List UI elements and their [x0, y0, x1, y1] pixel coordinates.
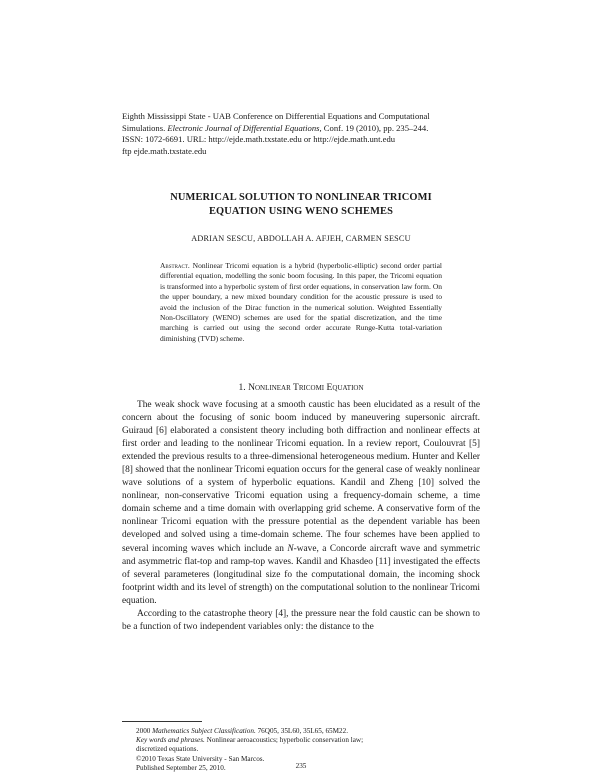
section-number: 1. [238, 382, 249, 393]
page-number: 235 [295, 762, 307, 770]
footnote-published: Published September 25, 2010. [136, 763, 226, 772]
title-line-1: NUMERICAL SOLUTION TO NONLINEAR TRICOMI [170, 192, 432, 203]
journal-name: Electronic Journal of Differential Equations [167, 122, 320, 133]
header-line-2-suffix: , Conf. 19 (2010), pp. 235–244. [319, 122, 429, 133]
paragraph-1-part-b: -wave, a Concorde aircraft wave and symmetric and asymmetric flat-top and ramp-top waves. Kandil and Khasdeo [11] investigated the effects of several parameteres (longitudinal size fo the computational domain, the incoming shock footprint width and its level of strength) on the computational solution to the nonlinear Tricomi equation. [122, 543, 480, 606]
footnote-keywords [136, 736, 480, 745]
header-line-1: Eighth Mississippi State - UAB Conference on Differential Equations and Computational [122, 111, 430, 121]
paragraph-1 [122, 399, 480, 608]
footnote-copyright: ©2010 Texas State University - San Marcos. [136, 754, 265, 763]
footnote-keywords-cont: discretized equations. [136, 745, 199, 754]
footnote-msc-year: 2000 [136, 727, 153, 735]
footnote-keywords-text: Nonlinear aeroacoustics; hyperbolic conservation law; [204, 736, 364, 745]
paragraph-1-n-symbol: N [287, 543, 294, 554]
abstract-text: Nonlinear Tricomi equation is a hybrid (hyperbolic-elliptic) second order partial differential equation, modelling the sonic boom focusing. In this paper, the Tricomi equation is transformed into a hyperbolic system of first order equations, in conservation law form. On the upper boundary, a new mixed boundary condition for the acoustic pressure is used to avoid the inclusion of the Dirac function in the numerical solution. Weighted Essentially Non-Oscillatory (WENO) schemes are used for the spatial discretization, and the time marching is carried out using the second order accurate Runge-Kutta total-variation diminishing (TVD) scheme. [160, 261, 442, 343]
footnote-msc-codes: 76Q05, 35L60, 35L65, 65M22. [255, 727, 349, 735]
footnote-keywords-label: Key words and phrases. [136, 736, 205, 745]
paper-title [122, 191, 480, 219]
body-text [122, 399, 480, 634]
title-line-2: EQUATION USING WENO SCHEMES [208, 206, 394, 217]
journal-header [122, 111, 482, 157]
footnote-msc [136, 727, 480, 736]
footnote-rule [122, 721, 202, 722]
section-title: Nonlinear Tricomi Equation [248, 382, 364, 393]
footnote-msc-label: Mathematics Subject Classification. [152, 727, 256, 735]
section-heading [122, 382, 480, 393]
paragraph-2: According to the catastrophe theory [4], the pressure near the fold caustic can be shown to be a function of two independent variables only: the distance to the [122, 608, 480, 632]
paragraph-1-part-a: The weak shock wave focusing at a smooth caustic has been elucidated as a result of the concern about the focusing of sonic boom induced by maneuvering supersonic aircraft. Guiraud [6] elaborated a consistent theory including both diffraction and nonlinear effects at first order and leading to the nonlinear Tricomi equation. In a review report, Coulouvrat [5] extended the previous results to a three-dimensional heterogeneous medium. Hunter and Keller [8] showed that the nonlinear Tricomi equation occurs for the general case of weakly nonlinear wave solutions of a system of hyperbolic equations. Kandil and Zheng [10] solved the nonlinear, non-conservative Tricomi equation using a frequency-domain scheme, a time domain scheme and a time domain with overlapping grid scheme. A conservative form of the nonlinear Tricomi equation with the pressure potential as the dependent variable has been developed and solved using a time-domain scheme. The four schemes have been applied to several incoming waves which include an [122, 400, 480, 554]
authors: ADRIAN SESCU, ABDOLLAH A. AFJEH, CARMEN SESCU [191, 234, 411, 243]
abstract [160, 261, 442, 344]
header-line-2 [122, 123, 482, 135]
header-line-3: ISSN: 1072-6691. URL: http://ejde.math.txstate.edu or http://ejde.math.unt.edu [122, 134, 396, 144]
abstract-label: Abstract. [160, 261, 190, 270]
header-line-4: ftp ejde.math.txstate.edu [122, 145, 207, 156]
header-line-2-prefix: Simulations. [122, 122, 168, 133]
